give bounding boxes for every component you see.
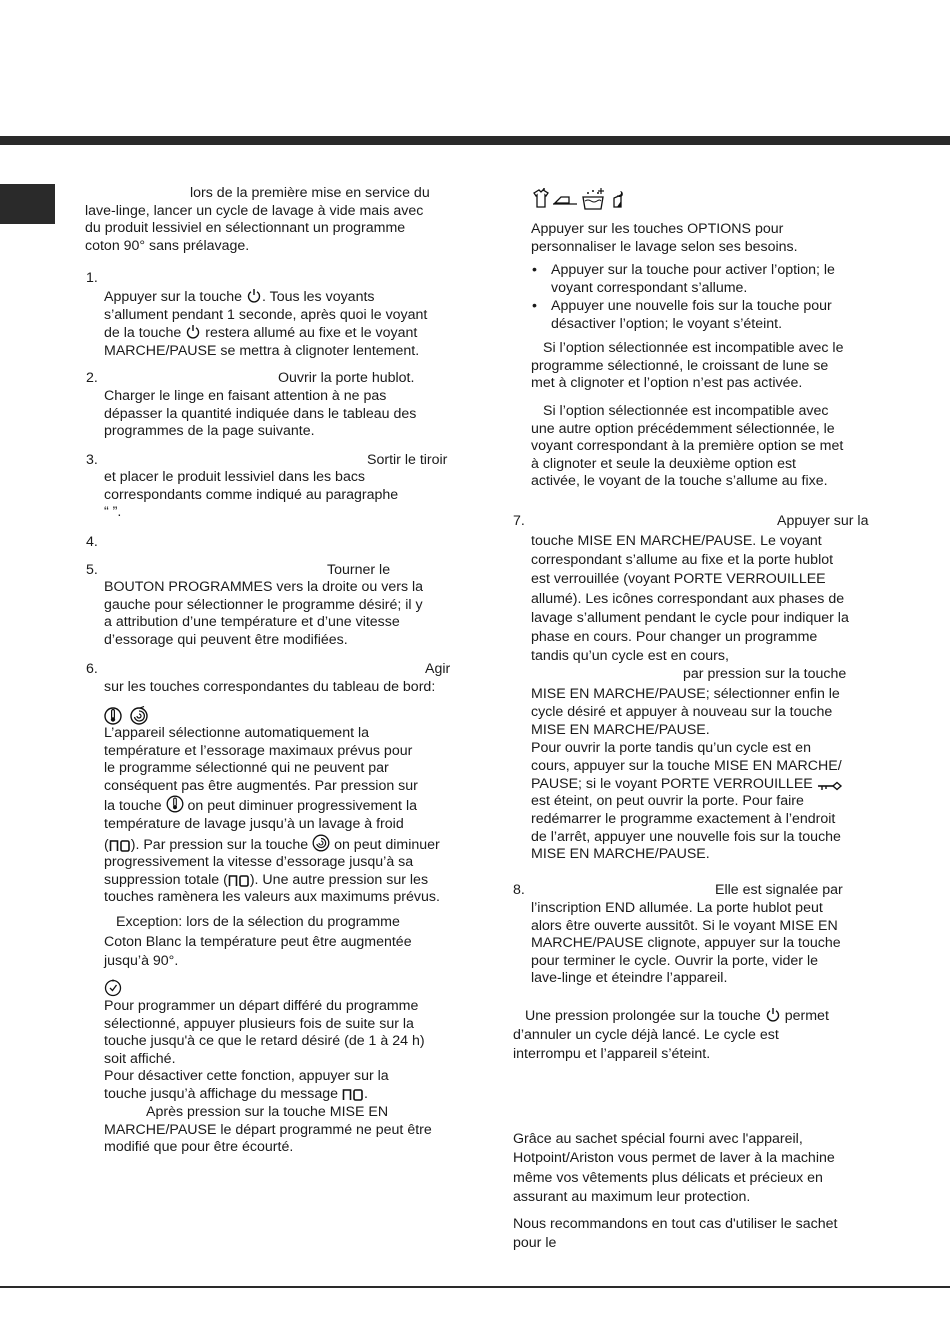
- incompatibility-note-2: Si l’option sélectionnée est incompatible avec une autre option précédemment sélectionnée, le voyant correspondant à la première option se met à clignoter et seule la deuxième option est activée, le voyant de la touche s’allume au fixe.: [531, 403, 844, 490]
- power-icon-2: [185, 324, 201, 340]
- off-symbol-icon: [109, 838, 131, 852]
- delay-note: Après pression sur la touche MISE EN MARCHE/PAUSE le départ programmé ne peut être modifié que pour être écourté.: [104, 1104, 432, 1156]
- sachet-paragraph-1: Grâce au sachet spécial fourni avec l'appareil, Hotpoint/Ariston vous permet de laver à la machine même vos vêtements plus délicats et précieux en assurant au maximum leur protection.: [513, 1131, 835, 1206]
- night-moon-icon: [614, 191, 623, 207]
- step7-mid: par pression sur la touche: [683, 666, 847, 682]
- step6-number: 6.: [86, 661, 98, 677]
- header-bar: [0, 136, 950, 145]
- option-icons: [531, 187, 627, 211]
- spin-icon: [131, 707, 147, 725]
- long-press-paragraph: Une pression prolongée sur la touche permet d’annuler un cycle déjà lancé. Le cycle est interrompu et l’appareil s’éteint.: [513, 1008, 829, 1062]
- power-icon-3: [765, 1007, 781, 1023]
- step5-number: 5.: [86, 562, 98, 578]
- incompatibility-note-1: Si l’option sélectionnée est incompatible avec le programme sélectionné, le croissant de lune se met à clignoter et l’option n’est pas activée.: [531, 340, 844, 392]
- step2-heading: Ouvrir la porte hublot.: [278, 370, 415, 386]
- door-lock-icon: [817, 781, 843, 791]
- temperature-icon: [105, 708, 121, 724]
- bullet1-text: Appuyer sur la touche pour activer l’option; le voyant correspondant s’allume.: [551, 262, 835, 296]
- off-symbol-icon-2: [228, 873, 250, 887]
- step8-heading: Elle est signalée par: [715, 882, 843, 898]
- step4-number: 4.: [86, 534, 98, 550]
- step3-number: 3.: [86, 452, 98, 468]
- page-side-tab: [0, 184, 55, 224]
- off-symbol-icon-3: [342, 1087, 364, 1101]
- temp-spin-icons: [104, 706, 150, 726]
- footer-rule: [0, 1286, 950, 1288]
- power-icon: [246, 288, 262, 304]
- spin-icon-inline: [312, 834, 330, 852]
- step2-text: Charger le linge en faisant attention à ne pas dépasser la quantité indiquée dans le tableau des programmes de la page suivante.: [104, 388, 417, 440]
- step5-heading: Tourner le: [327, 562, 391, 578]
- step8-text: l’inscription END allumée. La porte hublot peut alors être ouverte aussitôt. Si le voyant MISE EN MARCHE/PAUSE clignote, appuyer sur la touche pour terminer le cycle. Ouvrir la porte, vider le lave-linge et éteindre l’appareil.: [531, 900, 841, 987]
- bullet2-mark: •: [532, 298, 537, 314]
- bullet1-mark: •: [532, 262, 537, 278]
- step6-heading: Agir: [425, 661, 451, 677]
- sachet-paragraph-2: Nous recommandons en tout cas d'utiliser le sachet pour le: [513, 1216, 838, 1251]
- temperature-icon-inline: [166, 795, 184, 813]
- step7-heading: Appuyer sur la: [777, 513, 869, 529]
- iron-icon: [553, 197, 577, 204]
- shirt-icon: [534, 188, 548, 207]
- bullet2-text: Appuyer une nouvelle fois sur la touche pour désactiver l’option; le voyant s’éteint.: [551, 298, 832, 332]
- step5-text: BOUTON PROGRAMMES vers la droite ou vers la gauche pour sélectionner le programme désiré; il y a attribution d’une température et d’une vitesse d’essorage qui peuvent être modifiées.: [104, 579, 424, 648]
- step2-number: 2.: [86, 370, 98, 386]
- step3-heading: Sortir le tiroir: [367, 452, 448, 468]
- extra-rinse-icon: [583, 188, 604, 209]
- step1-number: 1.: [86, 270, 98, 286]
- options-intro: Appuyer sur les touches OPTIONS pour personnaliser le lavage selon ses besoins.: [531, 221, 798, 255]
- step7-text: touche MISE EN MARCHE/PAUSE. Le voyant correspondant s’allume au fixe et la porte hublot est verrouillée (voyant PORTE VERROUILLEE allumé). Les icônes correspondant aux phases de lavage s’allument pendant le cycle pour indiquer la phase en cours. Pour changer un programme tandis qu’un cycle est en cours,: [531, 533, 849, 665]
- step1-text: Appuyer sur la touche . Tous les voyants s’allument pendant 1 seconde, après quoi le voyant de la touche restera allumé au fixe et le voyant MARCHE/PAUSE se mettra à clignoter lentement.: [104, 289, 428, 359]
- exception-paragraph: Exception: lors de la sélection du programme Coton Blanc la température peut être augmentée jusqu’à 90°.: [104, 914, 412, 970]
- temperature-paragraph: L’appareil sélectionne automatiquement la température et l’essorage maximaux prévus pour le programme sélectionné qui ne peuvent par conséquent pas être augmentés. Par pression sur la touche on peut diminuer progressivement la température de lavage jusqu’à un lavage à froid ( ). Par pression sur la touche on peut diminuer progressivement la vitesse d’essorage jusqu’à sa suppression totale ( ). Une autre pression sur les touches ramènera les valeurs aux maximums prévus.: [104, 725, 440, 906]
- step7-text-2: MISE EN MARCHE/PAUSE; sélectionner enfin le cycle désiré et appuyer à nouveau sur la touche MISE EN MARCHE/PAUSE. Pour ouvrir la porte tandis qu’un cycle est en cours, appuyer sur la touche MISE EN MARCHE/ PAUSE; si le voyant PORTE VERROUILLEE: [531, 686, 842, 792]
- step7-text-3: est éteint, on peut ouvrir la porte. Pour faire redémarrer le programme exactement à l’endroit de l’arrêt, appuyer une nouvelle fois sur la touche MISE EN MARCHE/PAUSE.: [531, 793, 841, 863]
- step7-number: 7.: [513, 513, 525, 529]
- step3-text: et placer le produit lessiviel dans les bacs correspondants comme indiqué au paragraphe “ ”.: [104, 469, 399, 521]
- intro-paragraph: lors de la première mise en service du lave-linge, lancer un cycle de lavage à vide mais avec du produit lessiviel en sélectionnant un programme coton 90° sans prélavage.: [85, 185, 430, 254]
- step6-text: sur les touches correspondantes du tableau de bord:: [104, 679, 436, 695]
- delay-paragraph: Pour programmer un départ différé du programme sélectionné, appuyer plusieurs fois de suite sur la touche jusqu'à ce que le retard désiré (de 1 à 24 h) soit affiché. Pour désactiver cette fonction, appuyer sur la touche jusqu’à affichage du message .: [104, 998, 425, 1102]
- delay-timer-icon: [104, 979, 122, 997]
- step8-number: 8.: [513, 882, 525, 898]
